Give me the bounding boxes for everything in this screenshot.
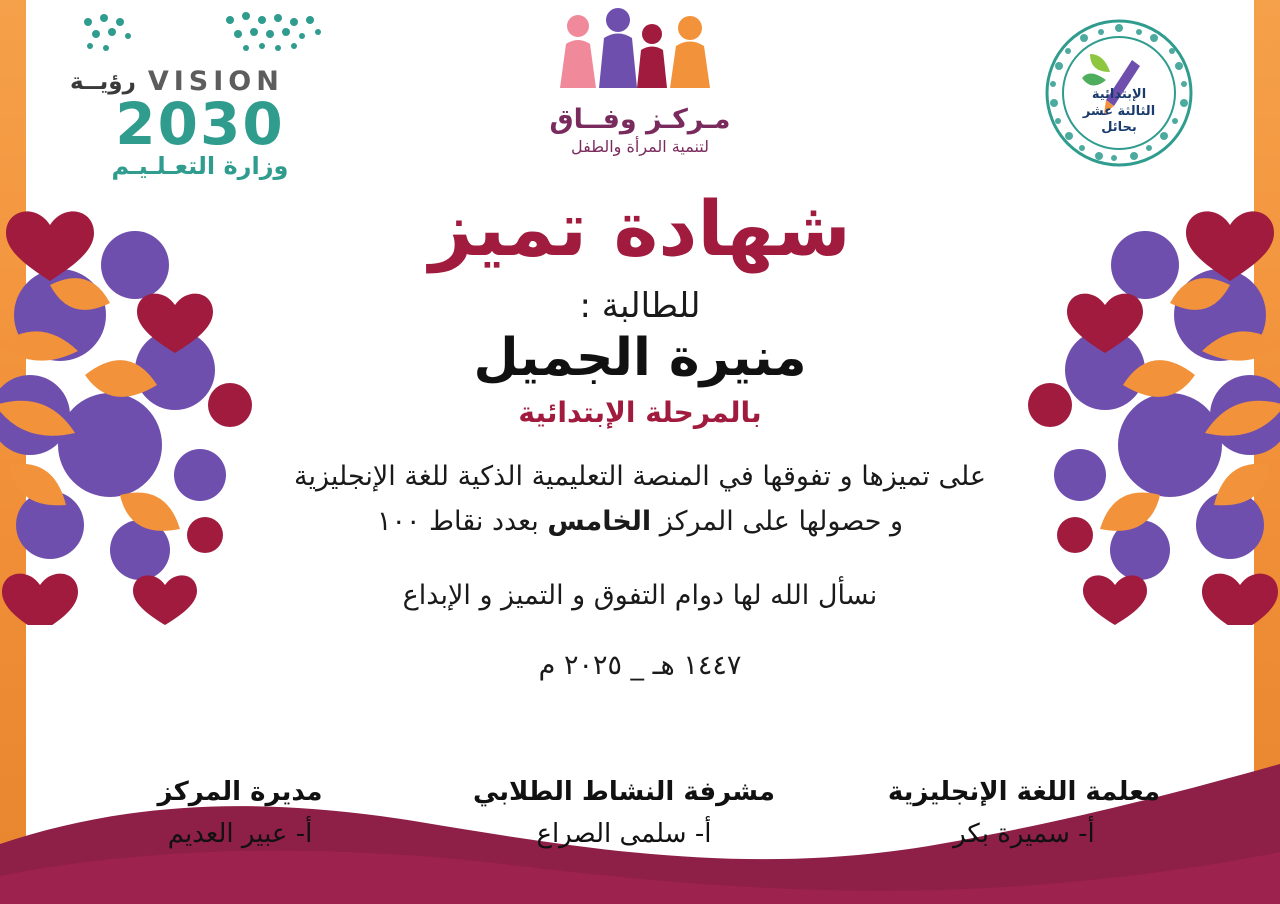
- rank-suffix: بعدد نقاط ١٠٠: [376, 505, 548, 537]
- school-logo-line1: الإبتدائية: [1091, 87, 1147, 102]
- signature-role: مديرة المركز: [157, 777, 323, 807]
- education-stage: بالمرحلة الإبتدائية: [518, 396, 762, 430]
- signature-block: [473, 777, 775, 849]
- rank-prefix: و حصولها على المركز: [651, 505, 904, 537]
- signature-block: [888, 777, 1160, 849]
- school-logo-line2: الثالثة عشر: [1082, 104, 1156, 119]
- center-logo: [525, 8, 755, 173]
- signature-name: أ- سميرة بكر: [953, 819, 1095, 849]
- signature-role: مشرفة النشاط الطلابي: [472, 777, 775, 807]
- school-logo-emblem: [1044, 18, 1194, 168]
- vision-year: 2030: [115, 90, 285, 158]
- vision-word: VISION: [147, 66, 284, 97]
- signature-name: أ- عبير العديم: [167, 819, 313, 849]
- signature-name: أ- سلمى الصراع: [536, 819, 712, 849]
- signature-row: [120, 777, 1160, 849]
- award-reason-line2: [230, 500, 1050, 545]
- award-reason: [230, 455, 1050, 544]
- prayer-text: نسأل الله لها دوام التفوق و التميز و الإبداع: [402, 580, 878, 612]
- vision-word-ar: رؤيــة: [70, 68, 136, 95]
- school-logo-line3: بحائل: [1101, 120, 1137, 135]
- signature-block: [120, 777, 360, 849]
- school-logo: [1044, 18, 1194, 168]
- recipient-label: للطالبة :: [579, 286, 701, 327]
- award-reason-line1: على تميزها و تفوقها في المنصة التعليمية الذكية للغة الإنجليزية: [293, 461, 987, 493]
- rank-value: الخامس: [547, 505, 652, 537]
- vision-ministry: وزارة التعـلـيـم: [111, 152, 289, 181]
- certificate-title: شهادة تميز: [429, 184, 851, 273]
- student-name: منيرة الجميل: [473, 328, 807, 389]
- vision-2030-logo: [70, 10, 330, 181]
- certificate-header: [0, 0, 1280, 180]
- signature-role: معلمة اللغة الإنجليزية: [887, 777, 1160, 807]
- center-logo-subtitle: لتنمية المرأة والطفل: [571, 137, 709, 156]
- people-group-icon: [540, 8, 740, 98]
- issue-date: ١٤٤٧ هـ _ ٢٠٢٥ م: [538, 649, 742, 681]
- certificate-body: [230, 185, 1050, 681]
- vision-dots-icon: [70, 10, 330, 68]
- center-logo-name: مـركـز وفــاق: [549, 104, 731, 135]
